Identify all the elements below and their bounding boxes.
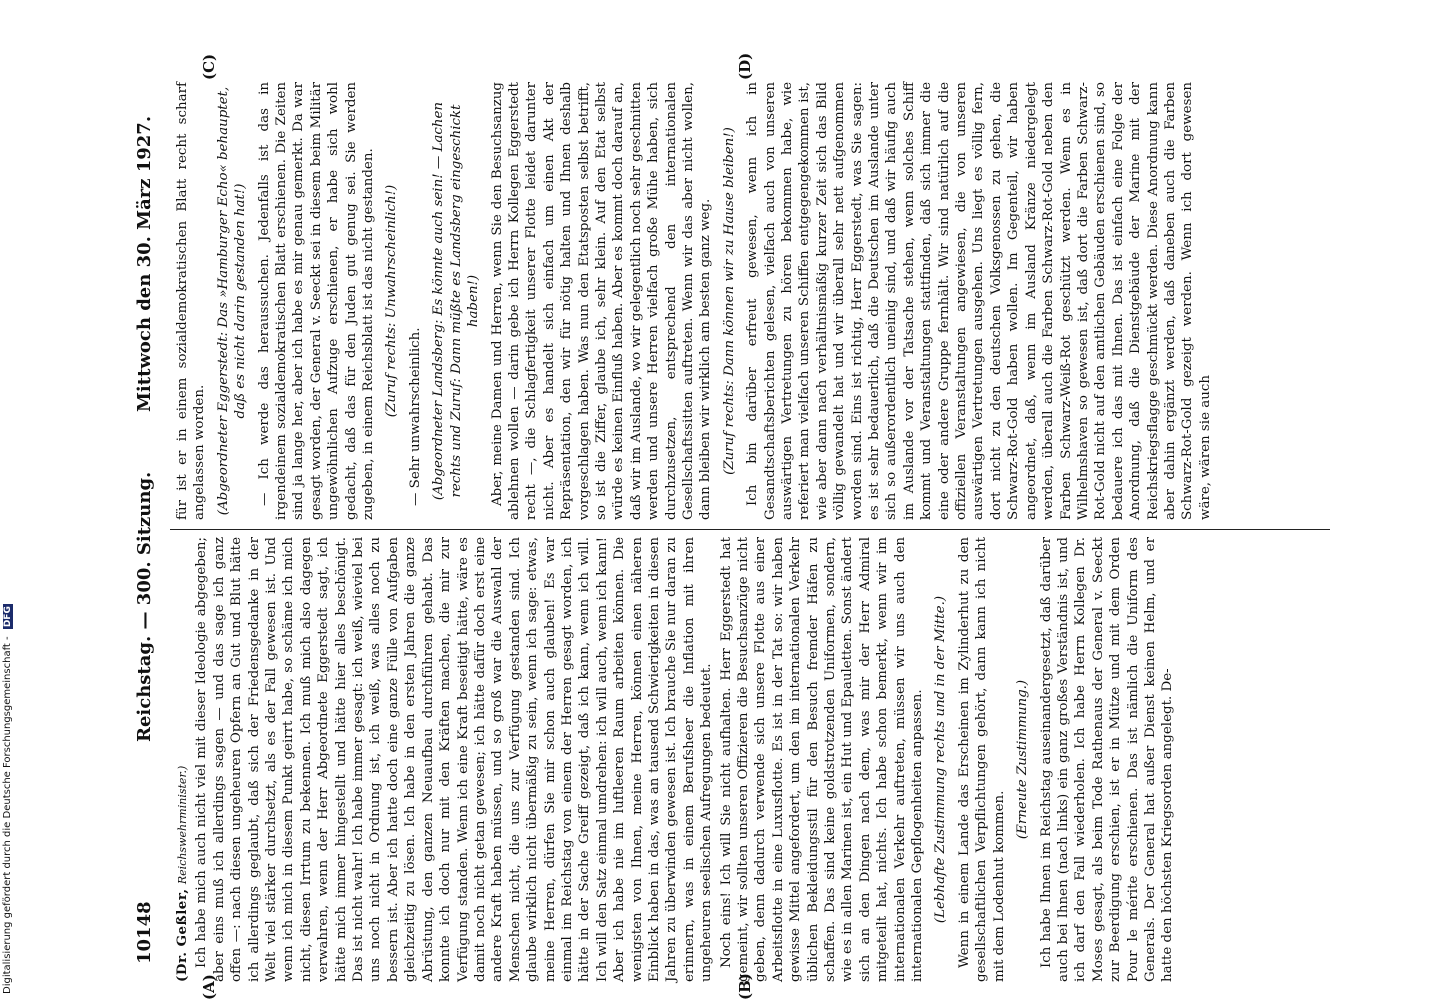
paragraph: Wenn in einem Lande das Erscheinen im Zylinderhut zu den gesellschaftlichen Verpflichtungen gehört, dann kann ich nicht mit dem Lodenhut kommen. bbox=[956, 537, 1007, 982]
interjection: (Lebhafte Zustimmung rechts und in der Mitte.) bbox=[933, 595, 949, 924]
paragraph: Ich habe mich auch nicht viel mit dieser Ideologie abgegeben; aber eins muß ich allerdings sagen — und das sage ich ganz offen —: nach diesen ungeheuren Opfern an Gut und Blut hätte ich allerdings geglaubt, daß sich der Friedensgedanke in der Welt viel stärker durchsetzt, als es der Fall gewesen ist. Und wenn ich mich in diesem Punkt geirrt habe, so schäme ich mich nicht, diesen Irrtum zu bekennen. Ich muß mich also dagegen verwahren, wenn der Herr Abgeordnete Eggerstedt sagt, ich hätte mich immer hingestellt und hätte hier alles beschönigt. Das ist nicht wahr! Ich habe immer gesagt: ich weiß, wieviel bei uns noch nicht in Ordnung ist, ich weiß, was alles noch zu bessern ist. Aber ich hatte doch eine ganze Fülle von Aufgaben gleichzeitig zu lösen. Ich habe in den ersten Jahren die ganze Abrüstung, den ganzen Neuaufbau durchführen gehabt. Das konnte ich doch nur mit den Kräften machen, die mir zur Verfügung standen. Wenn ich eine Kraft beseitigt hätte, wäre es damit noch nicht getan gewesen; ich hätte dafür doch erst eine andere Kraft haben müssen, und so groß war die Auswahl der Menschen nicht, die uns zur Verfügung gestanden sind. Ich glaube wirklich nicht übermäßig zu sein, wenn ich sage: etwas, meine Herren, dürfen Sie mir schon auch glauben! Es war einmal im Reichstag von einem der Herren gesagt worden, ich hätte in der Sache Greiff gezeigt, daß ich kann, wenn ich will. Ich will den Satz einmal umdrehen: ich will auch, wenn ich kann! Aber ich habe nie im luftleeren Raum arbeiten können. Die wenigsten von Ihnen, meine Herren, können einen näheren Einblick haben in das, was an tausend Schwierigkeiten in diesen Jahren zu überwinden gewesen ist. Ich brauche Sie nur daran zu erinnern, was in einem Berufsheer die Inflation mit ihren ungeheuren seelischen Aufregungen bedeutet. bbox=[194, 537, 715, 982]
credit-text: Digitalisierung gefördert durch die Deutsche Forschungsgemeinschaft - bbox=[2, 636, 13, 994]
margin-marker-d: (D) bbox=[736, 52, 754, 80]
page-header bbox=[130, 82, 164, 982]
left-column bbox=[174, 537, 1344, 982]
margin-marker-c: (C) bbox=[200, 53, 218, 80]
dfg-logo: DFG bbox=[3, 606, 13, 628]
page-number: 10148 bbox=[134, 901, 155, 964]
rotated-page-content bbox=[130, 52, 1350, 1000]
session-title: Reichstag. — 300. Sitzung. bbox=[134, 471, 155, 742]
interjection: (Abgeordneter Landsberg: Es könnte auch sein! — Lachen rechts und Zuruf: Dann müßte es Landsberg eingeschickt haben!) bbox=[431, 101, 482, 501]
paragraph: Noch eins! Ich will Sie nicht aufhalten. Herr Eggerstedt hat gemeint, wir sollten unseren Offizieren die Besuchsanzüge nicht geben, denn dadurch verwende sich unsere Flotte aus einer Arbeitsflotte in eine Luxusflotte. Es ist in der Tat so: wir haben gewisse Mittel angefordert, um den im internationalen Verkehr üblichen Bekleidungsstil für den Besuch fremder Häfen zu schaffen. Das sind keine goldstrotzenden Uniformen, sondern, wie es in allen Marinen ist, ein Hut und Epauletten. Sonst ändert sich an den Dingen nach dem, was mir der Herr Admiral mitgeteilt hat, nichts. Ich habe schon bemerkt, wenn wir im internationalen Verkehr auftreten, müssen wir uns auch den internationalen Gepflogenheiten anpassen. bbox=[718, 537, 926, 982]
paragraph: Aber, meine Damen und Herren, wenn Sie den Besuchsanzug ablehnen wollen — darin gebe ich Herrn Kollegen Eggerstedt recht —, die Schlagfertigkeit unserer Flotte leidet darunter nicht. Aber es handelt sich einfach um einen Akt der Repräsentation, den wir für nötig halten und Ihnen deshalb vorgeschlagen haben. Was nun den Etatsposten selbst betrifft, so ist die Ziffer, glaube ich, sehr klein. Auf den Etat selbst würde es keinen Einfluß haben. Aber es kommt doch darauf an, daß wir im Auslande, wo wir gelegentlich noch sehr geschnitten werden und unsere Herren vielfach große Mühe haben, sich durchzusetzen, entsprechend den internationalen Gesellschaftssitten auftreten. Wenn wir das aber nicht wollen, dann bleiben wir wirklich am besten ganz weg. bbox=[489, 82, 714, 520]
right-column bbox=[174, 82, 1344, 520]
interjection: (Zuruf rechts: Unwahrscheinlich!) bbox=[384, 184, 400, 418]
speaker-line bbox=[174, 537, 191, 982]
session-date: Mittwoch den 30. März 1927. bbox=[134, 115, 155, 412]
column-divider bbox=[170, 529, 1330, 530]
paragraph: Ich bin darüber erfreut gewesen, wenn ich in Gesandtschaftsberichten gelesen, vielfach auch von unseren auswärtigen Vertretungen zu hören bekommen habe, wie referiert man vielfach unseren Schiffen entgegengekommen ist, wie aber dann nach verhältnismäßig kurzer Zeit sich das Bild völlig gewandelt hat und wir überall sehr nett aufgenommen worden sind. Eins ist richtig, Herr Eggerstedt, was Sie sagen: es ist sehr bedauerlich, daß die Deutschen im Auslande unter sich so außerordentlich uneinig sind, und daß wir häufig auch im Auslande vor der Tatsache stehen, wenn solches Schiff kommt und Veranstaltungen stattfinden, daß sich immer die eine oder andere Gruppe fernhält. Wir sind natürlich auf die offiziellen Veranstaltungen angewiesen, die von unseren auswärtigen Vertretungen ausgehen. Uns liegt es völlig fern, dort nicht zu den deutschen Volksgenossen zu gehen, die Schwarz-Rot-Gold haben wollen. Im Gegenteil, wir haben angeordnet, daß, wenn im Ausland Kränze niedergelegt werden, überall auch die Farben Schwarz-Rot-Gold neben den Farben Schwarz-Weiß-Rot geschützt werden. Wenn es in Wilhelmshaven so gewesen ist, daß dort die Farben Schwarz-Rot-Gold nicht auf den amtlichen Gebäuden erschienen sind, so bedauere ich das mit Ihnen. Das ist einfach eine Folge der Anordnung, daß die Dienstgebäude der Marine mit der Reichskriegsflagge geschmückt werden. Diese Anordnung kann aber dahin ergänzt werden, daß daneben auch die Farben Schwarz-Rot-Gold gezeigt werden. Wenn ich dort gewesen wäre, wären sie auch bbox=[745, 82, 1213, 520]
paragraph: — Ich werde das heraussuchen. Jedenfalls ist das in irgendeinem sozialdemokratischen Blatt erschienen. Die Zeiten sind ja lange her, aber ich habe es mir genau gemerkt. Da war gesagt worden, der General v. Seeckt sei in diesem beim Militär ungewöhnlichen Aufzuge erschienen, er habe sich wohl gedacht, daß das für den Juden gut genug sei. Sie werden zugeben, in einem Reichsblatt ist das nicht gestanden. bbox=[256, 82, 377, 520]
paragraph: — Sehr unwahrscheinlich. bbox=[407, 327, 423, 506]
paragraph: für ist er in einem sozialdemokratischen Blatt recht scharf angelassen worden. bbox=[175, 82, 208, 520]
margin-marker-b: (B) bbox=[736, 973, 754, 1000]
speaker-role: Reichswehrminister.) bbox=[176, 765, 189, 885]
interjection: (Erneute Zustimmung.) bbox=[1015, 679, 1031, 840]
speaker-name: (Dr. Geßler, bbox=[174, 888, 190, 982]
interjection: (Abgeordneter Eggerstedt: Das »Hamburger Echo« behauptet, daß es nicht darin gestanden hat!) bbox=[215, 86, 249, 516]
interjection: (Zuruf rechts: Dann können wir zu Hause bleiben!) bbox=[721, 127, 737, 475]
digitization-credit bbox=[2, 604, 13, 994]
paragraph: Ich habe Ihnen im Reichstag auseinandergesetzt, daß darüber auch bei Ihnen (nach links) ein ganz großes Verständnis ist, und ich darf den Fall wiederholen. Ich habe Herrn Kollegen Dr. Moses gesagt, als beim Tode Rathenaus der General v. Seeckt zur Beerdigung erschien, ist er in Mütze und mit dem Orden Pour le mérite erschienen. Das ist nämlich die Uniform des Generals. Der General hat außer Dienst keinen Helm, und er hatte den höchsten Kriegsorden angelegt. De- bbox=[1038, 537, 1176, 982]
margin-marker-a: (A) bbox=[200, 974, 218, 1000]
